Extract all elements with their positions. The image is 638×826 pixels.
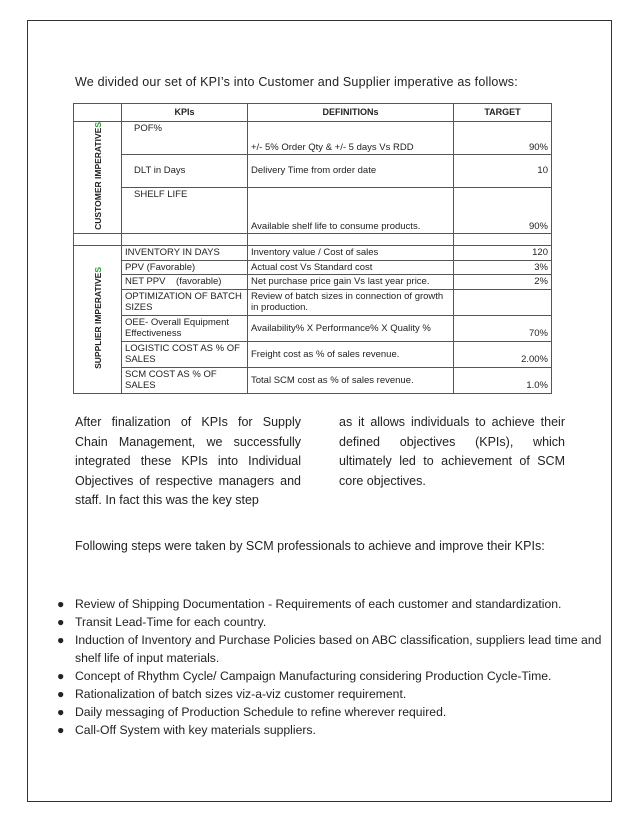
target-cell: 90% [454,122,552,155]
target-cell: 2.00% [454,341,552,367]
list-item: ● Induction of Inventory and Purchase Policies based on ABC classification, suppliers lead time and shelf life of input materials. [57,633,602,665]
target-cell: 1.0% [454,367,552,393]
definition-cell: Delivery Time from order date [248,155,454,188]
table-row [74,155,552,188]
bullet-icon: ● [57,705,65,719]
kpi-cell: LOGISTIC COST AS % OF SALES [122,341,248,367]
bullet-icon: ● [57,615,65,629]
steps-list [55,595,615,739]
table-row [74,188,552,234]
customer-imperatives-label: CUSTOMER IMPERATIVES [74,122,122,234]
kpi-cell: NET PPV (favorable) [122,275,248,290]
table-header-row [74,104,552,122]
list-item: ● Daily messaging of Production Schedule to refine wherever required. [57,705,447,719]
definition-cell: +/- 5% Order Qty & +/- 5 days Vs RDD [248,122,454,155]
kpi-table [73,103,552,394]
target-cell: 3% [454,260,552,275]
bullet-icon: ● [57,597,65,611]
target-cell: 10 [454,155,552,188]
target-cell [454,289,552,315]
kpi-cell: DLT in Days [122,155,248,188]
kpi-cell: OEE- Overall Equipment Effectiveness [122,315,248,341]
bullet-icon: ● [57,633,65,647]
spacer-row [74,234,552,246]
intro-text: We divided our set of KPI’s into Customer and Supplier imperative as follows: [75,75,518,89]
kpi-cell: INVENTORY IN DAYS [122,246,248,261]
list-item: ● Transit Lead-Time for each country. [57,615,267,629]
kpi-cell: SHELF LIFE [122,188,248,234]
steps-intro-text: Following steps were taken by SCM professionals to achieve and improve their KPIs: [75,539,545,553]
target-cell: 120 [454,246,552,261]
bullet-icon: ● [57,687,65,701]
header-kpis: KPIs [122,104,248,122]
definition-cell: Net purchase price gain Vs last year price. [248,275,454,290]
list-item: ● Concept of Rhythm Cycle/ Campaign Manufacturing considering Production Cycle-Time. [57,669,552,683]
kpi-cell: PPV (Favorable) [122,260,248,275]
table-row [74,289,552,315]
table-row [74,122,552,155]
target-cell: 70% [454,315,552,341]
target-cell: 2% [454,275,552,290]
definition-cell: Inventory value / Cost of sales [248,246,454,261]
header-target: TARGET [454,104,552,122]
bullet-icon: ● [57,723,65,737]
definition-cell: Actual cost Vs Standard cost [248,260,454,275]
table-row [74,341,552,367]
table-row [74,315,552,341]
table-row [74,275,552,290]
supplier-imperatives-label: SUPPLIER IMPERATIVES [74,246,122,394]
list-item: ● Call-Off System with key materials suppliers. [57,723,316,737]
paragraph-right: as it allows individuals to achieve their defined objectives (KPIs), which ultimately led to achievement of SCM core objectives. [339,415,565,488]
header-definitions: DEFINITIONs [248,104,454,122]
paragraph-left: After finalization of KPIs for Supply Chain Management, we successfully integrated these KPIs into Individual Objectives of respective managers and staff. In fact this was the key step [75,415,301,507]
kpi-cell: OPTIMIZATION OF BATCH SIZES [122,289,248,315]
definition-cell: Total SCM cost as % of sales revenue. [248,367,454,393]
bullet-icon: ● [57,669,65,683]
definition-cell: Review of batch sizes in connection of growth in production. [248,289,454,315]
table-row [74,260,552,275]
list-item: ● Rationalization of batch sizes viz-a-viz customer requirement. [57,687,407,701]
definition-cell: Availability% X Performance% X Quality % [248,315,454,341]
kpi-cell: SCM COST AS % OF SALES [122,367,248,393]
kpi-cell: POF% [122,122,248,155]
header-blank [74,104,122,122]
definition-cell: Freight cost as % of sales revenue. [248,341,454,367]
table-row [74,367,552,393]
list-item: ● Review of Shipping Documentation - Requirements of each customer and standardization. [57,597,562,611]
table-row [74,246,552,261]
target-cell: 90% [454,188,552,234]
definition-cell: Available shelf life to consume products. [248,188,454,234]
